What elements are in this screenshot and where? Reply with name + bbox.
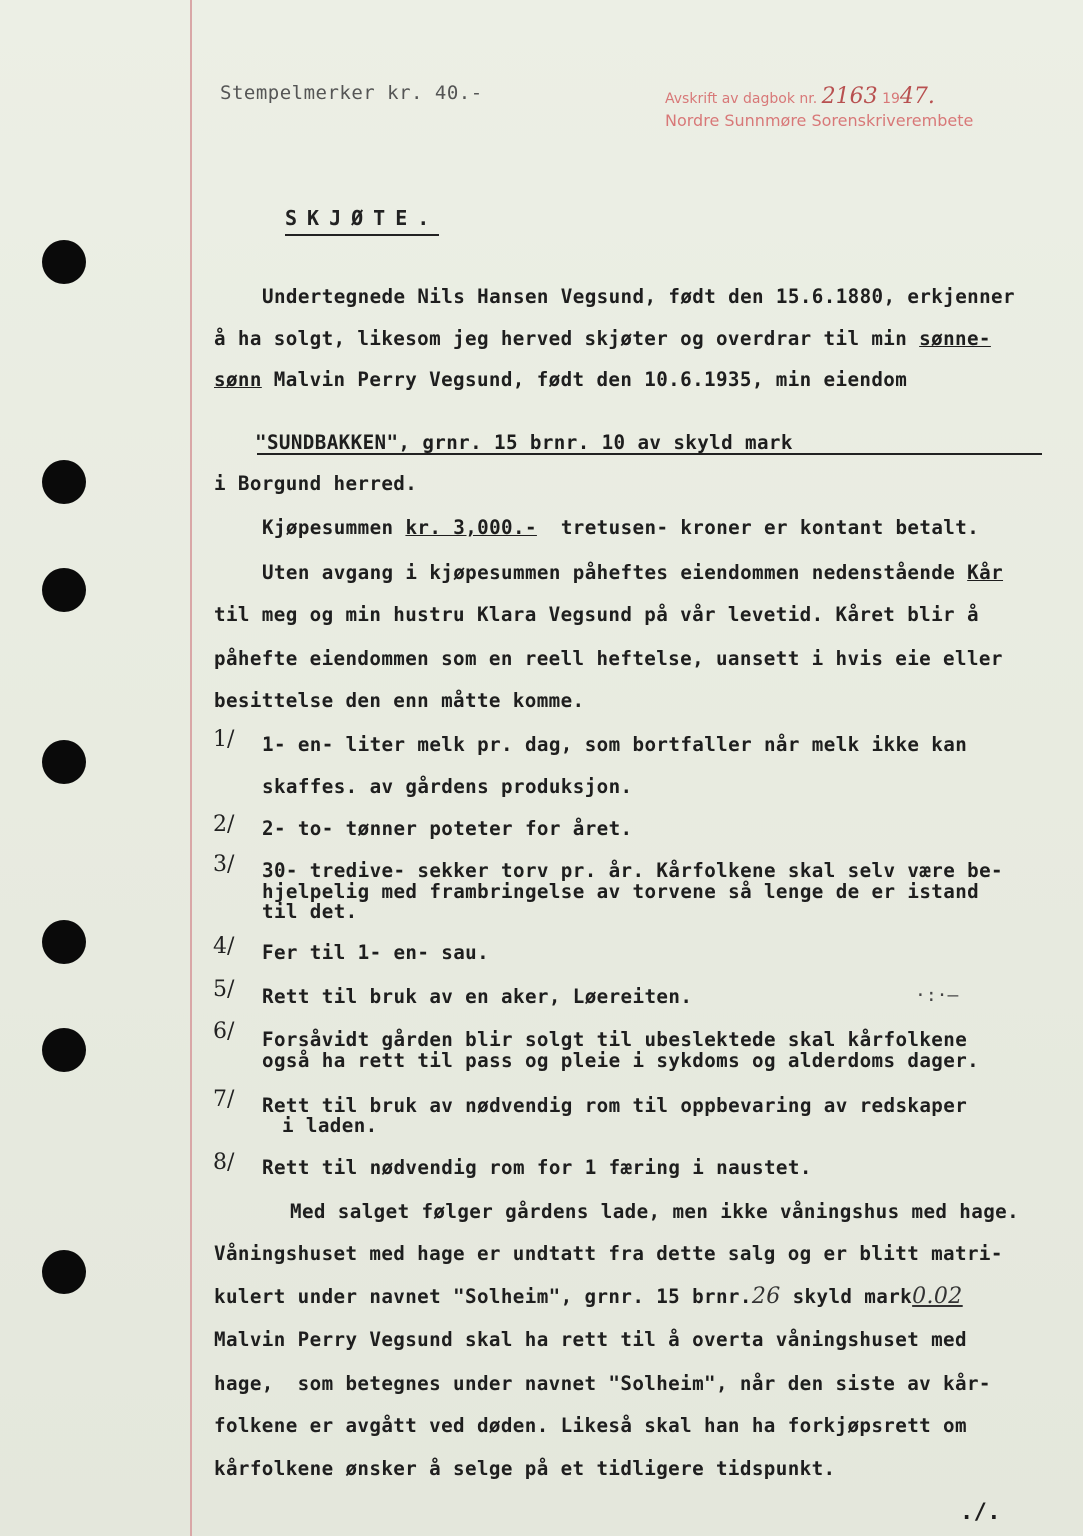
item-line: 1- en- liter melk pr. dag, som bortfaller når melk ikke kan [262,733,968,756]
punch-hole [42,1250,86,1294]
punch-hole [42,1028,86,1072]
punch-hole [42,568,86,612]
punch-hole [42,460,86,504]
punch-hole [42,920,86,964]
paragraph-line: Undertegnede Nils Hansen Vegsund, født den 15.6.1880, erkjenner [262,285,1015,308]
paragraph-line: sønn Malvin Perry Vegsund, født den 10.6.1935, min eiendom [214,368,908,391]
item-number: 4/ [213,934,235,959]
property-line: "SUNDBAKKEN", grnr. 15 brnr. 10 av skyld mark [255,431,793,454]
item-number: 5/ [213,977,235,1002]
punch-hole [42,240,86,284]
margin-line [190,0,192,1536]
item-line: 30- tredive- sekker torv pr. år. Kårfolkene skal selv være be- [262,859,1004,882]
item-line: også ha rett til pass og pleie i sykdoms og alderdoms dager. [262,1049,980,1072]
archive-stamp-label: Avskrift av dagbok nr. [665,91,818,107]
paragraph-line: påhefte eiendommen som en reell heftelse, uansett i hvis eie eller [214,647,1003,670]
archive-stamp-year-prefix: 19 [882,91,900,107]
paragraph-line: Våningshuset med hage er undtatt fra dette salg og er blitt matri- [214,1242,1003,1265]
item-line: Forsåvidt gården blir solgt til ubeslektede skal kårfolkene [262,1028,968,1051]
paragraph-line: hage, som betegnes under navnet "Solheim", når den siste av kår- [214,1372,991,1395]
paragraph-line: å ha solgt, likesom jeg herved skjøter og overdrar til min sønne- [214,327,991,350]
paragraph-line: Med salget følger gårdens lade, men ikke våningshus med hage. [290,1200,1020,1223]
item-line: Fer til 1- en- sau. [262,941,490,964]
item-number: 8/ [213,1150,235,1175]
paragraph-line: Malvin Perry Vegsund skal ha rett til å overta våningshuset med [214,1328,967,1351]
paragraph-line: i Borgund herred. [214,472,418,495]
item-number: 3/ [213,852,235,877]
item-line: Rett til bruk av en aker, Løereiten. [262,985,693,1008]
archive-stamp-office: Nordre Sunnmøre Sorenskriverembete [665,111,974,130]
paragraph-line: besittelse den enn måtte komme. [214,689,585,712]
ink-mark: ·:·— [915,985,959,1006]
item-number: 1/ [213,727,235,752]
document-title: SKJØTE. [285,206,439,236]
archive-stamp [665,83,973,134]
handwritten-brnr: 26 [751,1284,781,1309]
item-line: hjelpelig med frambringelse av torvene så lenge de er istand [262,880,980,903]
punch-hole [42,740,86,784]
property-underline [257,453,1042,455]
handwritten-mark: 0.02 [912,1284,963,1309]
paragraph-line: kårfolkene ønsker å selge på et tidligere tidspunkt. [214,1457,836,1480]
paragraph-line: Uten avgang i kjøpesummen påheftes eiendommen nedenstående Kår [262,561,1004,584]
item-line: skaffes. av gårdens produksjon. [262,775,633,798]
item-line: Rett til nødvendig rom for 1 færing i naustet. [262,1156,812,1179]
page-continuation-mark: ./. [960,1500,1001,1525]
item-line: 2- to- tønner poteter for året. [262,817,633,840]
paragraph-line: kulert under navnet "Solheim", grnr. 15 brnr.26 skyld mark0.02 [214,1284,963,1309]
item-number: 2/ [213,812,235,837]
archive-stamp-number: 2163 [821,84,878,109]
item-line: i laden. [282,1114,378,1137]
item-line: til det. [262,900,358,923]
stamp-duty-note: Stempelmerker kr. 40.- [220,82,483,104]
item-number: 6/ [213,1019,235,1044]
price-line: Kjøpesummen kr. 3,000.- tretusen- kroner er kontant betalt. [262,516,980,539]
item-line: Rett til bruk av nødvendig rom til oppbevaring av redskaper [262,1094,968,1117]
paragraph-line: folkene er avgått ved døden. Likeså skal han ha forkjøpsrett om [214,1414,967,1437]
item-number: 7/ [213,1087,235,1112]
archive-stamp-year: 47. [899,84,935,109]
paragraph-line: til meg og min hustru Klara Vegsund på vår levetid. Kåret blir å [214,603,979,626]
